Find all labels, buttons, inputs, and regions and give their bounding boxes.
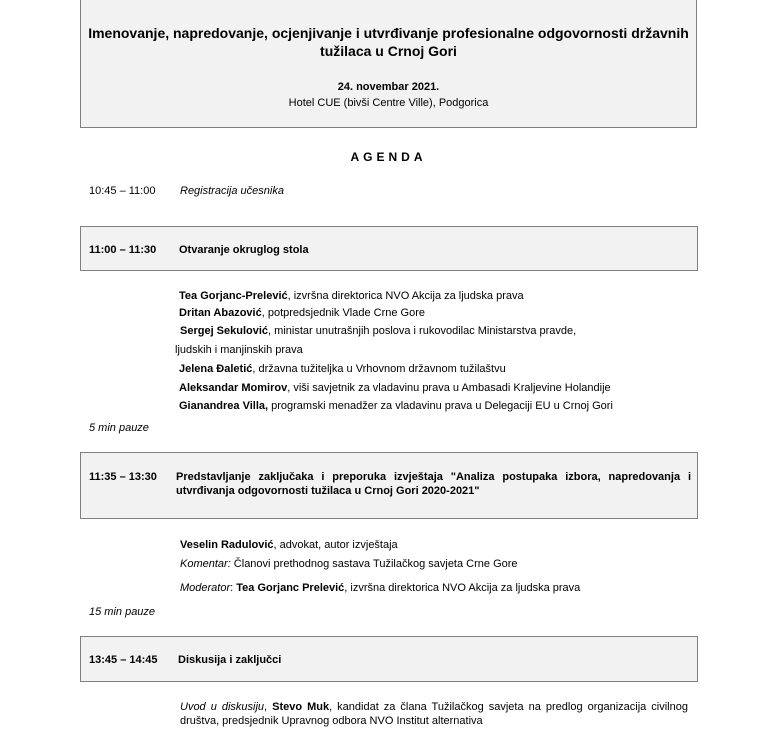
speaker-name: Jelena Đaletić [179, 363, 253, 375]
session-title: Otvaranje okruglog stola [179, 244, 309, 256]
moderator-line [180, 581, 580, 595]
speaker-name: Aleksandar Momirov [179, 382, 288, 394]
speaker-role: , državna tužiteljka u Vrhovnom državnom tužilaštvu [252, 363, 506, 375]
event-venue: Hotel CUE (bivši Centre Ville), Podgorica [288, 97, 489, 109]
intro-text: , kandidat za člana Tužilačkog savjeta na predlog organizacija civilnog društva, predsjednik Upravnog odbora NVO Institut alternativa [180, 701, 688, 727]
speaker-item [180, 538, 398, 552]
registration-label: Registracija učesnika [180, 185, 284, 197]
intro-sep: , [264, 701, 273, 713]
speaker-role: , advokat, autor izvještaja [273, 539, 398, 551]
document-title: Imenovanje, napredovanje, ocjenjivanje i utvrđivanje profesionalne odgovornosti državnih tužilaca u Crnoj Gori [88, 25, 689, 59]
agenda-heading: AGENDA [350, 150, 427, 164]
speaker-item [179, 306, 425, 320]
session-discussion-box [80, 636, 698, 682]
speaker-role: , potpredsjednik Vlade Crne Gore [261, 307, 425, 319]
speaker-role: , viši savjetnik za vladavinu prava u Ambasadi Kraljevine Holandije [287, 382, 611, 394]
speaker-item [180, 324, 576, 338]
speaker-name: Sergej Sekulović [180, 325, 269, 337]
speaker-name: Gianandrea Villa, [179, 400, 269, 412]
speaker-role-continued: ljudskih i manjinskih prava [175, 344, 303, 356]
speaker-role: , izvršna direktorica NVO Akcija za ljudska prava [287, 290, 524, 302]
comment-label: Komentar: [180, 558, 231, 570]
moderator-role: , izvršna direktorica NVO Akcija za ljudska prava [344, 582, 581, 594]
discussion-intro [180, 700, 688, 728]
speaker-name: Dritan Abazović [179, 307, 262, 319]
registration-time: 10:45 – 11:00 [89, 185, 156, 197]
speaker-item [179, 362, 506, 376]
session-time: 13:45 – 14:45 [89, 654, 158, 666]
comment-text: Članovi prethodnog sastava Tužilačkog savjeta Crne Gore [230, 558, 518, 570]
pause-note: 15 min pauze [89, 606, 156, 618]
event-date: 24. novembar 2021. [337, 81, 440, 93]
speaker-role: programski menadžer za vladavinu prava u Delegaciji EU u Crnoj Gori [268, 400, 613, 412]
speaker-role: , ministar unutrašnjih poslova i rukovodilac Ministarstva pravde, [268, 325, 577, 337]
speaker-name: Tea Gorjanc-Prelević [179, 290, 288, 302]
speaker-item [179, 399, 613, 413]
speaker-name: Veselin Radulović [180, 539, 274, 551]
session-title: Predstavljanje zaključaka i preporuka izvještaja "Analiza postupaka izbora, napredovanja i utvrđivanja odgovornosti tužilaca u Crnoj Gori 2020-2021" [176, 471, 691, 497]
moderator-sep: : [230, 582, 237, 594]
session-time: 11:00 – 11:30 [89, 244, 157, 256]
moderator-label: Moderator [180, 582, 231, 594]
session-report-box [80, 452, 698, 519]
session-opening-box [80, 226, 698, 271]
speaker-item [179, 289, 524, 303]
session-time: 11:35 – 13:30 [89, 471, 157, 483]
comment-line [180, 557, 518, 571]
pause-note: 5 min pauze [89, 422, 149, 434]
session-title: Diskusija i zaključci [178, 654, 282, 666]
moderator-name: Tea Gorjanc Prelević [236, 582, 345, 594]
speaker-item [179, 381, 611, 395]
intro-name: Stevo Muk [272, 701, 330, 713]
intro-label: Uvod u diskusiju [180, 701, 265, 713]
